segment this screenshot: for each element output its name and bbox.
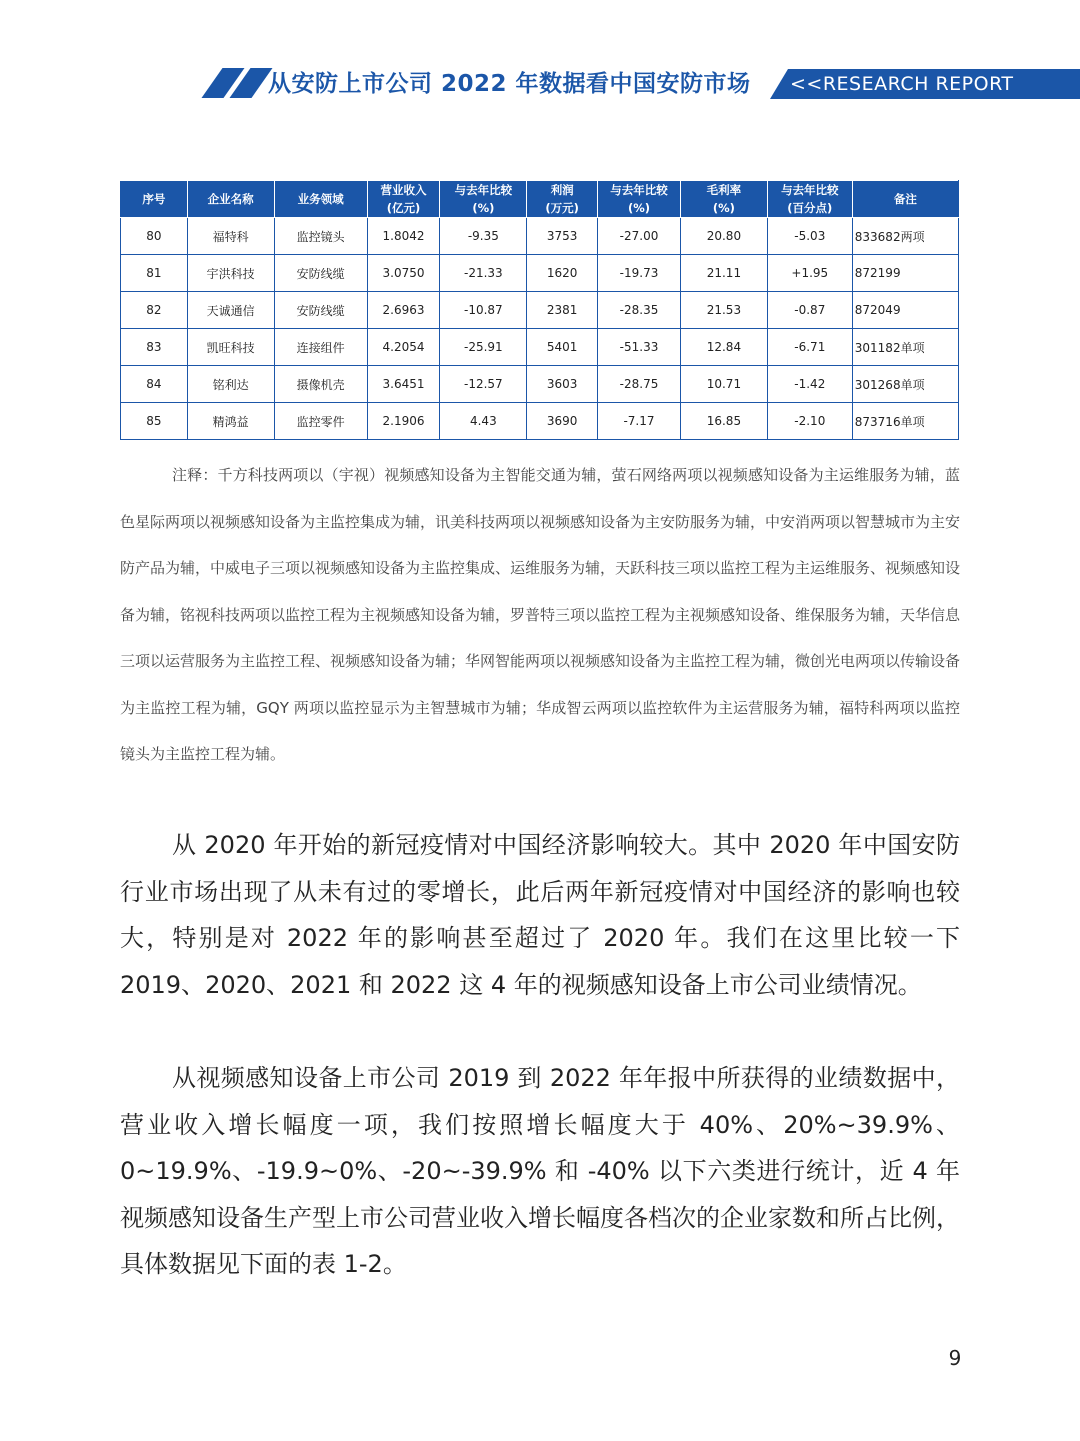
table-cell: 1.8042: [367, 218, 440, 255]
table-cell: -2.10: [767, 403, 852, 440]
table-cell: 4.2054: [367, 329, 440, 366]
table-cell: 铭利达: [187, 366, 274, 403]
table-cell: 16.85: [680, 403, 767, 440]
table-cell: 4.43: [440, 403, 527, 440]
table-cell: 20.80: [680, 218, 767, 255]
table-cell: -12.57: [440, 366, 527, 403]
column-header: 企业名称: [187, 181, 274, 218]
table-cell: 2381: [527, 292, 598, 329]
column-header: 与去年比较 (%): [440, 181, 527, 218]
table-cell: 82: [121, 292, 188, 329]
column-header: 利润 (万元): [527, 181, 598, 218]
column-header: 与去年比较 (百分点): [767, 181, 852, 218]
table-cell: 301182单项: [852, 329, 958, 366]
table-cell: -0.87: [767, 292, 852, 329]
table-cell: 872049: [852, 292, 958, 329]
table-cell: -6.71: [767, 329, 852, 366]
table-cell: 301268单项: [852, 366, 958, 403]
table-cell: 监控零件: [274, 403, 367, 440]
table-cell: 3753: [527, 218, 598, 255]
table-row: [121, 366, 959, 403]
table-cell: -51.33: [598, 329, 681, 366]
table-note: 注释：千方科技两项以（宇视）视频感知设备为主智能交通为辅，萤石网络两项以视频感知设备为主运维服务为辅，蓝色星际两项以视频感知设备为主监控集成为辅，讯美科技两项以视频感知设备为主安防服务为辅，中安消两项以智慧城市为主安防产品为辅，中威电子三项以视频感知设备为主监控集成、运维服务为辅，天跃科技三项以监控工程为主运维服务、视频感知设备为辅，铭视科技两项以监控工程为主视频感知设备为辅，罗普特三项以监控工程为主视频感知设备、维保服务为辅，天华信息三项以运营服务为主监控工程、视频感知设备为辅；华网智能两项以视频感知设备为主监控工程为辅，微创光电两项以传输设备为主监控工程为辅，GQY 两项以监控显示为主智慧城市为辅；华成智云两项以监控软件为主运营服务为辅，福特科两项以监控镜头为主监控工程为辅。: [120, 466, 961, 763]
table-cell: 84: [121, 366, 188, 403]
column-header: 毛利率 (%): [680, 181, 767, 218]
table-row: [121, 218, 959, 255]
table-row: [121, 329, 959, 366]
table-cell: 天诚通信: [187, 292, 274, 329]
table-cell: 安防线缆: [274, 255, 367, 292]
table-cell: 精鸿益: [187, 403, 274, 440]
table-cell: 摄像机壳: [274, 366, 367, 403]
table-cell: 3.0750: [367, 255, 440, 292]
table-cell: 安防线缆: [274, 292, 367, 329]
table-cell: 连接组件: [274, 329, 367, 366]
column-header: 营业收入 (亿元): [367, 181, 440, 218]
table-cell: 5401: [527, 329, 598, 366]
table-cell: 3.6451: [367, 366, 440, 403]
table-cell: -7.17: [598, 403, 681, 440]
column-header: 备注: [852, 181, 958, 218]
table-cell: -27.00: [598, 218, 681, 255]
table-row: [121, 292, 959, 329]
table-cell: 833682两项: [852, 218, 958, 255]
table-cell: 监控镜头: [274, 218, 367, 255]
table-cell: -28.35: [598, 292, 681, 329]
page-number: 9: [948, 1346, 962, 1370]
table-cell: -19.73: [598, 255, 681, 292]
table-cell: -25.91: [440, 329, 527, 366]
table-cell: +1.95: [767, 255, 852, 292]
table-cell: -21.33: [440, 255, 527, 292]
column-header: 业务领域: [274, 181, 367, 218]
table-header-row: [121, 181, 959, 218]
table-cell: 873716单项: [852, 403, 958, 440]
table-cell: 凯旺科技: [187, 329, 274, 366]
company-data-table: [120, 180, 959, 440]
header-title: 从安防上市公司 2022 年数据看中国安防市场: [268, 71, 751, 97]
table-cell: 10.71: [680, 366, 767, 403]
table-cell: 21.53: [680, 292, 767, 329]
body-paragraph: 从 2020 年开始的新冠疫情对中国经济影响较大。其中 2020 年中国安防行业市场出现了从未有过的零增长，此后两年新冠疫情对中国经济的影响也较大，特别是对 2022 年的影响甚至超过了 2020 年。我们在这里比较一下 2019、2020、2021 和 2022 这 4 年的视频感知设备上市公司业绩情况。: [120, 831, 960, 999]
table-cell: 2.6963: [367, 292, 440, 329]
table-row: [121, 403, 959, 440]
table-row: [121, 255, 959, 292]
table-cell: 1620: [527, 255, 598, 292]
table-cell: 872199: [852, 255, 958, 292]
table-cell: 21.11: [680, 255, 767, 292]
table-cell: 83: [121, 329, 188, 366]
header-tag: <<RESEARCH REPORT: [790, 73, 1014, 95]
table-cell: 福特科: [187, 218, 274, 255]
table-cell: 12.84: [680, 329, 767, 366]
table-cell: 3603: [527, 366, 598, 403]
table-cell: 80: [121, 218, 188, 255]
table-cell: -1.42: [767, 366, 852, 403]
table-cell: -5.03: [767, 218, 852, 255]
table-cell: -28.75: [598, 366, 681, 403]
table-cell: 3690: [527, 403, 598, 440]
table-cell: -10.87: [440, 292, 527, 329]
body-paragraph: 从视频感知设备上市公司 2019 到 2022 年年报中所获得的业绩数据中，营业收入增长幅度一项，我们按照增长幅度大于 40%、20%~39.9%、0~19.9%、-19.9~0%、-20~-39.9% 和 -40% 以下六类进行统计，近 4 年视频感知设备生产型上市公司营业收入增长幅度各档次的企业家数和所占比例，具体数据见下面的表 1-2。: [120, 1064, 960, 1278]
table-cell: 2.1906: [367, 403, 440, 440]
column-header: 序号: [121, 181, 188, 218]
table-cell: -9.35: [440, 218, 527, 255]
column-header: 与去年比较 (%): [598, 181, 681, 218]
table-cell: 85: [121, 403, 188, 440]
table-cell: 宇洪科技: [187, 255, 274, 292]
table-cell: 81: [121, 255, 188, 292]
